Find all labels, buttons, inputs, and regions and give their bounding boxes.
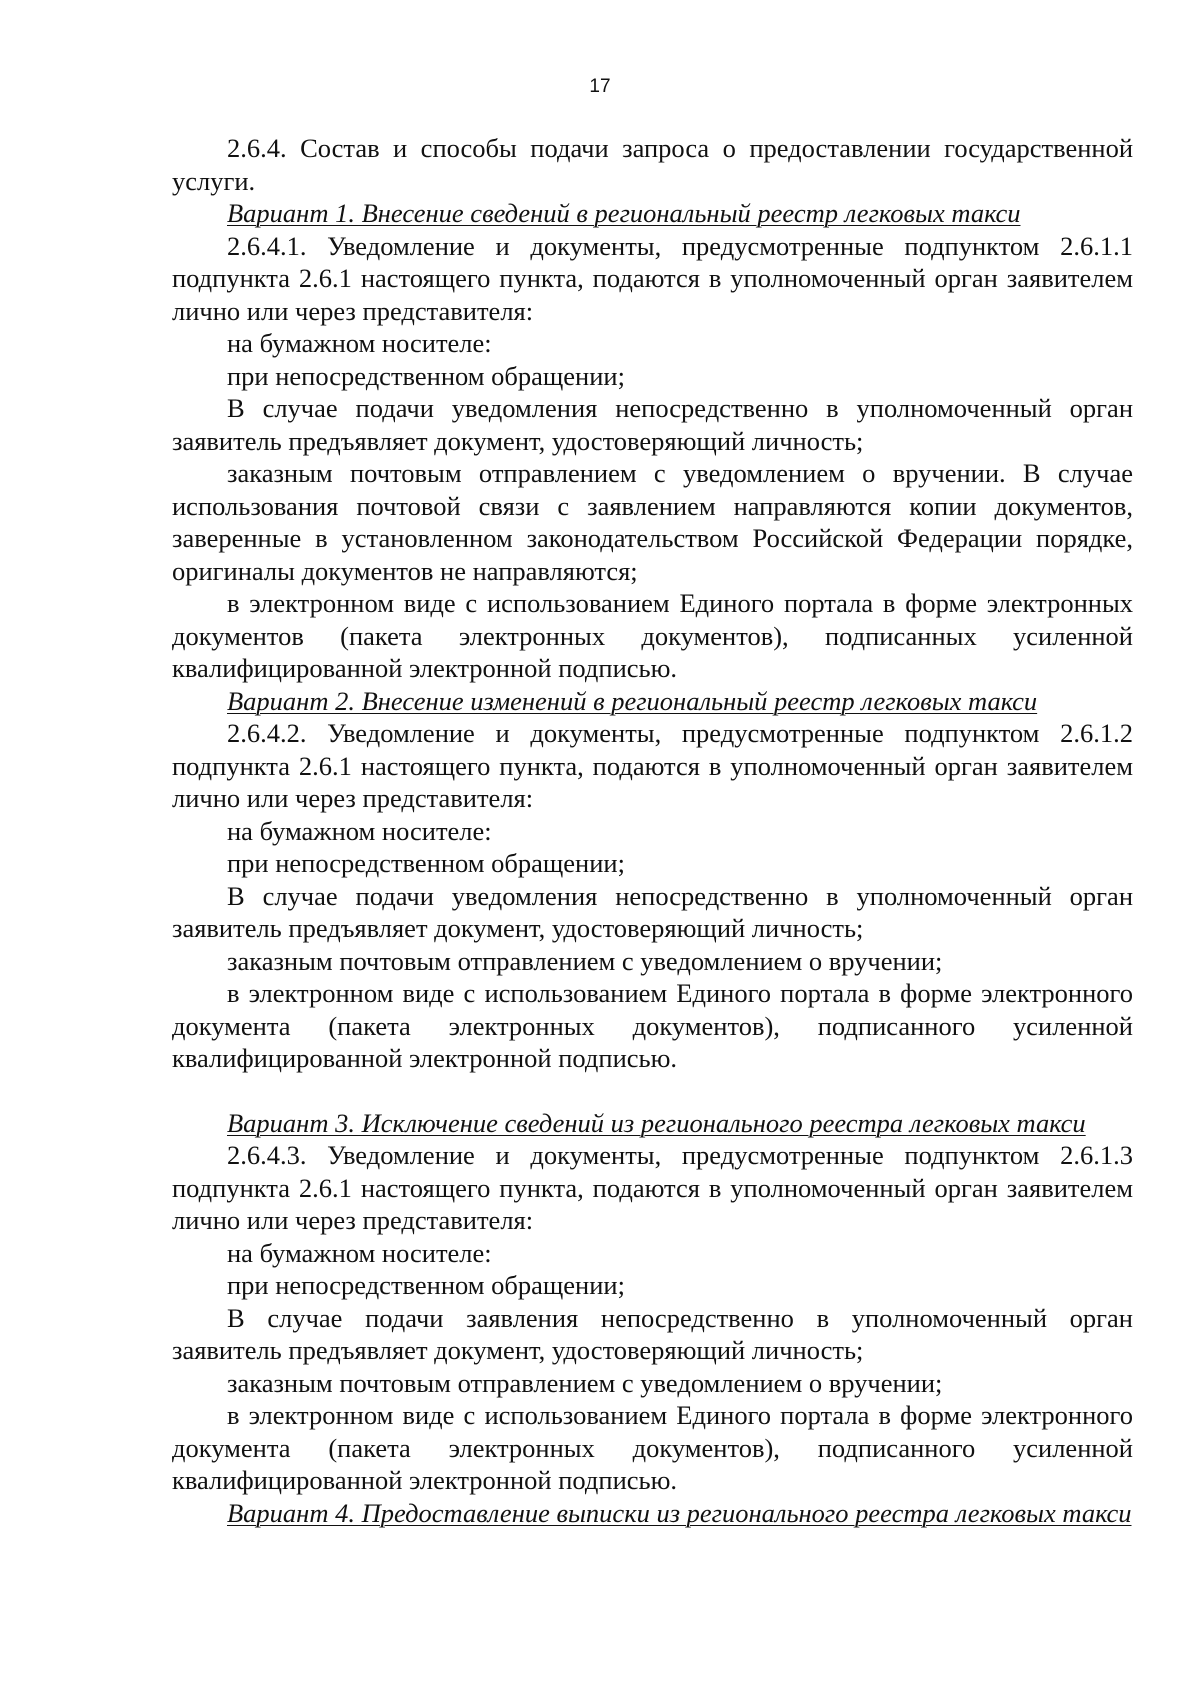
variant-3-direct-note: В случае подачи заявления непосредственно в уполномоченный орган заявитель предъявляет документ, удостоверяющий личность; xyxy=(172,1302,1133,1365)
variant-1-heading-text: Вариант 1. Внесение сведений в региональный реестр легковых такси xyxy=(227,198,1021,228)
variant-1-electronic: в электронном виде с использованием Единого портала в форме электронных документов (пакета электронных документов), подписанных усиленной квалифицированной электронной подписью. xyxy=(172,588,1133,683)
variant-2-direct: при непосредственном обращении; xyxy=(227,848,625,878)
variant-3-heading-text: Вариант 3. Исключение сведений из регионального реестра легковых такси xyxy=(227,1107,1086,1138)
variant-2-lead: 2.6.4.2. Уведомление и документы, предусмотренные подпунктом 2.6.1.2 подпункта 2.6.1 настоящего пункта, подаются в уполномоченный орган заявителем лично или через представителя: xyxy=(172,718,1133,813)
variant-1-heading xyxy=(172,197,1133,230)
variant-3-paper: на бумажном носителе: xyxy=(227,1237,492,1268)
variant-2-mail: заказным почтовым отправлением с уведомлением о вручении; xyxy=(227,945,943,976)
variant-3-lead: 2.6.4.3. Уведомление и документы, предусмотренные подпунктом 2.6.1.3 подпункта 2.6.1 настоящего пункта, подаются в уполномоченный орган заявителем лично или через представителя: xyxy=(172,1140,1133,1235)
variant-1-paper: на бумажном носителе: xyxy=(227,328,492,358)
variant-1-lead: 2.6.4.1. Уведомление и документы, предусмотренные подпунктом 2.6.1.1 подпункта 2.6.1 настоящего пункта, подаются в уполномоченный орган заявителем лично или через представителя: xyxy=(172,230,1133,326)
variant-3-mail: заказным почтовым отправлением с уведомлением о вручении; xyxy=(227,1367,943,1398)
variant-1-mail: заказным почтовым отправлением с уведомлением о вручении. В случае использования почтовой связи с заявлением направляются копии документов, заверенные в установленном законодательством Российской Федерации порядке, оригиналы документов не направляются; xyxy=(172,458,1133,586)
variant-4-heading-text: Вариант 4. Предоставление выписки из регионального реестра легковых такси xyxy=(227,1497,1132,1528)
variant-4-heading xyxy=(172,1497,1133,1530)
page-number: 17 xyxy=(589,76,611,97)
variant-1-direct-note: В случае подачи уведомления непосредственно в уполномоченный орган заявитель предъявляет документ, удостоверяющий личность; xyxy=(172,393,1133,456)
variant-1-direct: при непосредственном обращении; xyxy=(227,360,625,391)
paragraph-gap xyxy=(172,1075,1133,1107)
variant-2-electronic: в электронном виде с использованием Единого портала в форме электронного документа (пакета электронных документов), подписанного усиленной квалифицированной электронной подписью. xyxy=(172,978,1133,1073)
document-body xyxy=(172,132,1133,1529)
variant-3-direct: при непосредственном обращении; xyxy=(227,1270,625,1300)
section-intro: 2.6.4. Состав и способы подачи запроса о предоставлении государственной услуги. xyxy=(172,133,1133,196)
variant-3-heading xyxy=(172,1107,1133,1140)
variant-2-heading xyxy=(172,685,1133,718)
variant-2-heading-text: Вариант 2. Внесение изменений в региональный реестр легковых такси xyxy=(227,685,1038,716)
variant-2-direct-note: В случае подачи уведомления непосредственно в уполномоченный орган заявитель предъявляет документ, удостоверяющий личность; xyxy=(172,880,1133,943)
variant-2-paper: на бумажном носителе: xyxy=(227,815,492,846)
variant-3-electronic: в электронном виде с использованием Единого портала в форме электронного документа (пакета электронных документов), подписанного усиленной квалифицированной электронной подписью. xyxy=(172,1400,1133,1495)
